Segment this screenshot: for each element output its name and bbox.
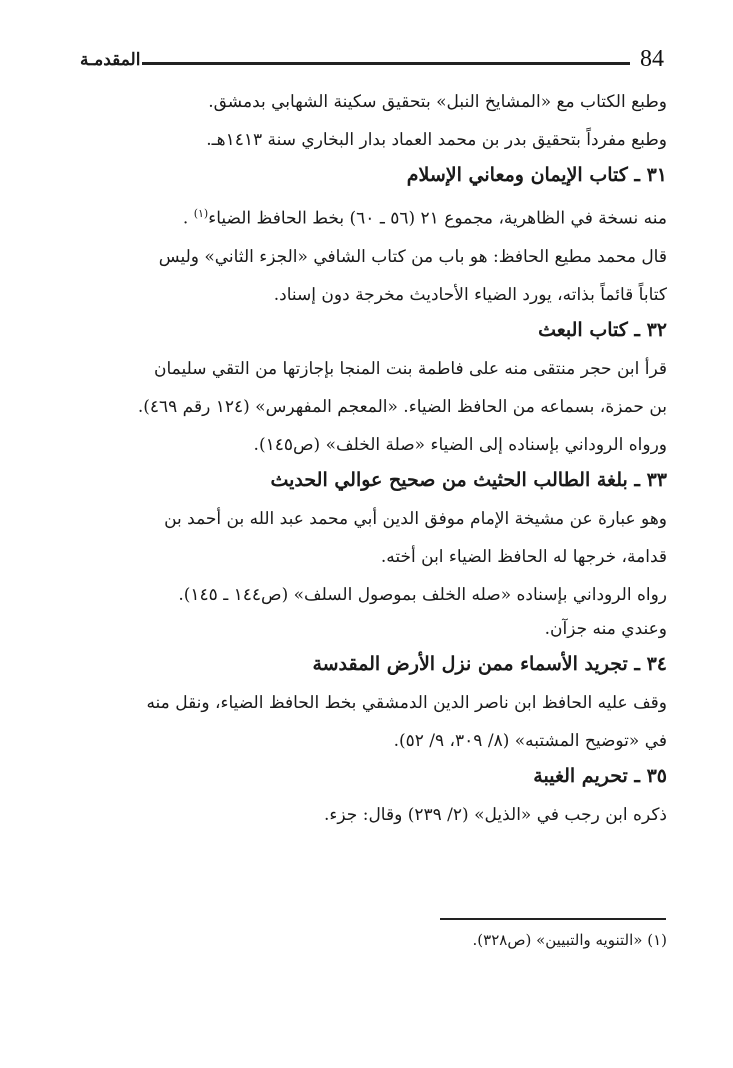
section-heading-31: ٣١ ـ كتاب الإيمان ومعاني الإسلام — [406, 164, 667, 186]
footnote-rule — [440, 918, 666, 920]
section-heading-35: ٣٥ ـ تحريم الغيبة — [533, 764, 667, 787]
body-line: وطبع مفرداً بتحقيق بدر بن محمد العماد بدار البخاري سنة ١٤١٣هـ. — [206, 130, 667, 150]
body-line: كتاباً قائماً بذاته، يورد الضياء الأحاديث مخرجة دون إسناد. — [273, 284, 667, 305]
body-line: ذكره ابن رجب في «الذيل» (٢/ ٢٣٩) وقال: جزء. — [324, 804, 667, 825]
body-line: قال محمد مطيع الحافظ: هو باب من كتاب الشافي «الجزء الثاني» وليس — [158, 246, 667, 267]
section-heading-34: ٣٤ ـ تجريد الأسماء ممن نزل الأرض المقدسة — [312, 652, 667, 675]
section-heading-33: ٣٣ ـ بلغة الطالب الحثيث من صحيح عوالي الحديث — [270, 468, 667, 491]
body-line: وطبع الكتاب مع «المشايخ النبل» بتحقيق سكينة الشهابي بدمشق. — [208, 92, 667, 112]
page-header — [80, 40, 670, 76]
footnote-ref: (١) — [193, 207, 209, 220]
body-line: وقف عليه الحافظ ابن ناصر الدين الدمشقي بخط الحافظ الضياء، ونقل منه — [146, 692, 667, 713]
body-line: وعندي منه جزآن. — [544, 618, 667, 639]
header-title: المقدمـة — [80, 50, 141, 70]
section-heading-32: ٣٢ ـ كتاب البعث — [538, 318, 667, 341]
body-line: رواه الروداني بإسناده «صله الخلف بموصول السلف» (ص١٤٤ ـ ١٤٥). — [178, 584, 667, 605]
body-line: ورواه الروداني بإسناده إلى الضياء «صلة الخلف» (ص١٤٥). — [253, 434, 667, 455]
footnote: (١) «التنويه والتبيين» (ص٣٢٨). — [472, 931, 667, 949]
body-line: وهو عبارة عن مشيخة الإمام موفق الدين أبي محمد عبد الله بن أحمد بن — [164, 508, 667, 529]
body-line-end: . — [182, 208, 194, 229]
body-line: في «توضيح المشتبه» (٨/ ٣٠٩، ٩/ ٥٢). — [393, 730, 667, 751]
body-line: بن حمزة، بسماعه من الحافظ الضياء. «المعجم المفهرس» (١٢٤ رقم ٤٦٩). — [137, 396, 667, 417]
page-number: 84 — [640, 46, 664, 72]
body-line: قرأ ابن حجر منتقى منه على فاطمة بنت المنجا بإجازتها من التقي سليمان — [153, 358, 667, 379]
body-line-text: منه نسخة في الظاهرية، مجموع ٢١ (٥٦ ـ ٦٠) بخط الحافظ الضياء — [208, 208, 667, 229]
body-line-with-footnote — [67, 202, 667, 231]
header-rule — [142, 62, 630, 65]
body-line: قدامة، خرجها له الحافظ الضياء ابن أخته. — [380, 546, 667, 567]
page-body — [67, 90, 667, 827]
